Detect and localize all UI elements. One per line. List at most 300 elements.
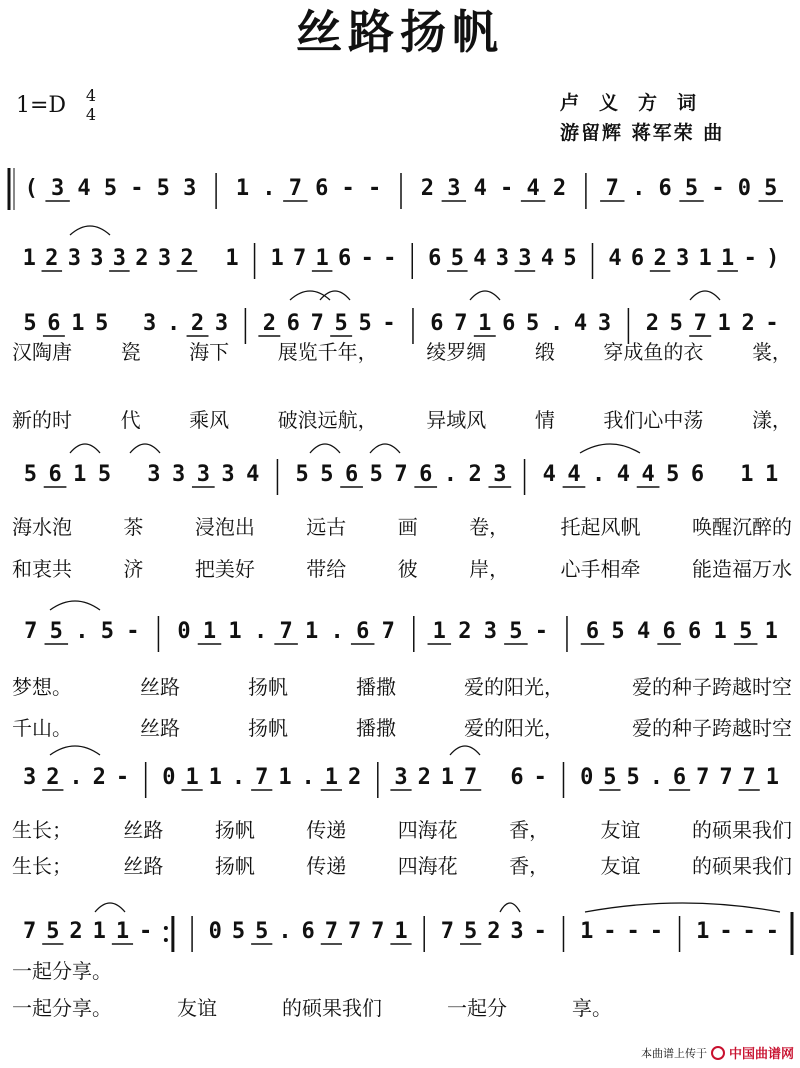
score-glyph: 6	[658, 176, 672, 201]
lyric-word: 心手相牵	[560, 556, 641, 581]
score-glyph: .	[649, 765, 663, 790]
score-line	[23, 243, 780, 279]
score-glyph: -	[534, 619, 549, 644]
score-glyph: 3	[483, 619, 497, 644]
lyrics-line-8	[12, 848, 792, 880]
score-glyph: 2	[487, 919, 501, 944]
lyric-word: 乘风	[189, 407, 230, 432]
score-glyph: 5	[666, 462, 680, 487]
lyric-word: 香，	[509, 817, 550, 842]
lyric-word: 扬帆	[214, 817, 255, 842]
score-glyph: 7	[310, 311, 324, 336]
lyric-word: 瓷	[120, 339, 141, 364]
score-glyph: .	[262, 176, 276, 201]
slur	[320, 291, 350, 300]
score-glyph: -	[743, 246, 757, 271]
score-glyph: 5	[103, 176, 118, 201]
score-glyph: 6	[502, 311, 516, 336]
uploaded-text: 本曲谱上传于	[640, 1046, 707, 1060]
score-glyph: 4	[573, 311, 588, 336]
slur	[500, 903, 520, 912]
score-glyph: 4	[540, 246, 555, 271]
score-glyph: 1	[71, 311, 85, 336]
lyric-word: 新的时	[12, 407, 72, 432]
score-glyph: 7	[288, 176, 302, 201]
score-glyph: .	[632, 176, 646, 201]
score-glyph: 1	[305, 619, 319, 644]
slur	[70, 226, 110, 235]
site-name: 中国曲谱网	[728, 1047, 794, 1062]
score-glyph: .	[253, 619, 268, 644]
lyric-word: 爱的种子跨越时空	[632, 715, 792, 740]
score-glyph: 4	[473, 246, 487, 271]
lyrics-line-5	[12, 669, 792, 701]
score-glyph: 7	[371, 919, 385, 944]
slur	[585, 903, 780, 912]
score-glyph: 4	[641, 462, 655, 487]
score-glyph: 6	[47, 311, 61, 336]
score-glyph: 1	[73, 462, 87, 487]
score-glyph: -	[126, 619, 140, 644]
score-glyph: -	[711, 176, 725, 201]
score-glyph: 1	[270, 246, 284, 271]
score-glyph: 3	[67, 246, 81, 271]
score-glyph: 7	[255, 765, 269, 790]
lyric-word: 播撒	[356, 674, 396, 699]
score-glyph: 7	[464, 765, 478, 790]
score-glyph: .	[592, 462, 606, 487]
score-glyph: -	[603, 919, 617, 944]
lyric-word: 的硕果我们	[691, 817, 792, 842]
score-glyph: 7	[693, 311, 707, 336]
score-glyph: 7	[324, 919, 338, 944]
score-glyph: 7	[719, 765, 733, 790]
score-glyph: 5	[97, 462, 112, 487]
slur	[95, 903, 125, 912]
score-glyph: 5	[46, 919, 60, 944]
score-glyph: 2	[46, 765, 60, 790]
score-line	[24, 616, 778, 652]
lyric-word: 缎	[534, 339, 555, 364]
score-glyph: 7	[24, 619, 38, 644]
score-glyph: -	[115, 765, 130, 790]
score-glyph: 3	[171, 462, 186, 487]
score-glyph: 1	[22, 246, 36, 271]
lyric-word: 享。	[572, 995, 612, 1020]
score-glyph: 6	[356, 619, 370, 644]
score-glyph: 7	[279, 619, 293, 644]
score-glyph: 5	[739, 619, 753, 644]
score-glyph: 6	[672, 765, 687, 790]
lyric-word: 穿成鱼的衣	[603, 339, 704, 364]
lyric-word: 友谊	[600, 853, 641, 878]
slur	[70, 444, 100, 453]
lyric-word: 友谊	[600, 817, 641, 842]
score-glyph: 6	[344, 462, 359, 487]
score-glyph: 6	[301, 919, 315, 944]
score-glyph: -	[649, 919, 663, 944]
lyric-word: 带给	[306, 556, 347, 581]
score-glyph: 7	[742, 765, 756, 790]
lyric-word: 一起分享。	[12, 995, 112, 1020]
score-glyph: (	[24, 176, 38, 201]
score-glyph: 6	[419, 462, 433, 487]
lyric-word: 远古	[306, 514, 347, 539]
score-glyph: 1	[765, 765, 780, 790]
score-glyph: 1	[698, 246, 712, 271]
lyric-word: 丝路	[140, 674, 180, 699]
score-glyph: 4	[77, 176, 91, 201]
score-glyph: 1	[713, 619, 727, 644]
lyric-word: 异域风	[426, 407, 487, 432]
lyric-word: 破浪远航，	[277, 407, 378, 432]
lyric-word: 丝路	[123, 853, 164, 878]
lyric-word: 展览千年，	[277, 339, 378, 364]
score-glyph: 6	[338, 246, 352, 271]
score-glyph: 0	[162, 765, 176, 790]
lyric-word: 漾，	[751, 407, 792, 432]
lyric-word: 浸泡出	[194, 514, 255, 539]
lyrics-line-7	[12, 812, 792, 844]
score-glyph: 7	[22, 919, 37, 944]
score-glyph: 1	[202, 619, 217, 644]
lyric-word: 生长；	[12, 817, 72, 842]
score-glyph: 6	[428, 246, 442, 271]
score-glyph: .	[231, 765, 246, 790]
score-glyph: 0	[580, 765, 594, 790]
lyric-word: 海水泡	[12, 514, 72, 539]
slur	[580, 444, 640, 453]
score-glyph: -	[719, 919, 733, 944]
score-glyph: 5	[611, 619, 625, 644]
repeat-dot	[164, 938, 168, 942]
score-glyph: 1	[324, 765, 338, 790]
score-glyph: 7	[440, 919, 455, 944]
score-glyph: 6	[585, 619, 600, 644]
lyric-word: 一起分	[447, 995, 507, 1020]
score-glyph: 2	[552, 176, 567, 201]
slur	[310, 444, 340, 453]
score-glyph: 5	[231, 919, 246, 944]
lyric-word: 扬帆	[248, 674, 288, 699]
lyric-word: 爱的阳光，	[464, 674, 564, 699]
score-glyph: 5	[464, 919, 478, 944]
slur	[50, 601, 100, 610]
lyric-word: 情	[534, 407, 555, 432]
lyric-word: 把美好	[194, 556, 255, 581]
score-line	[24, 459, 779, 495]
song-title: 丝路扬帆	[296, 5, 504, 59]
score-glyph: 6	[510, 765, 524, 790]
score-glyph: -	[382, 311, 396, 336]
score-glyph: 4	[608, 246, 622, 271]
score-glyph: 3	[214, 311, 229, 336]
score-glyph: 1	[235, 176, 250, 201]
score-glyph: 5	[320, 462, 334, 487]
score-glyph: 3	[221, 462, 235, 487]
score-glyph: 1	[696, 919, 710, 944]
lyric-word: 能造福万水	[691, 556, 792, 581]
score-glyph: 5	[295, 462, 309, 487]
score-glyph: 3	[510, 919, 524, 944]
score-glyph: 2	[180, 246, 194, 271]
score-glyph: 3	[493, 462, 507, 487]
composer-credit: 游留辉 蒋军荣 曲	[560, 122, 725, 144]
slur	[690, 291, 720, 300]
score-glyph: 3	[22, 765, 37, 790]
score-glyph: 6	[48, 462, 62, 487]
score-glyph: 1	[115, 919, 130, 944]
score-glyph: .	[69, 765, 83, 790]
score-glyph: 3	[112, 246, 127, 271]
score-glyph: 6	[690, 462, 705, 487]
lyric-word: 绫罗绸	[426, 339, 487, 364]
lyric-word: 岸，	[469, 556, 510, 581]
time-signature-bottom: 4	[85, 105, 97, 124]
score-glyph: 0	[737, 176, 752, 201]
lyric-word: 四海花	[397, 817, 458, 842]
score-line	[23, 916, 779, 952]
score-glyph: 5	[669, 311, 683, 336]
repeat-dot	[164, 926, 168, 930]
lyrics-line-10	[12, 990, 612, 1022]
score-glyph: 5	[334, 311, 348, 336]
score-glyph: 4	[636, 619, 651, 644]
score-glyph: -	[533, 765, 547, 790]
lyricist-credit: 卢义方词	[560, 92, 717, 114]
key-signature: 1=D	[16, 93, 67, 118]
lyric-word: 的硕果我们	[282, 995, 382, 1020]
score-glyph: 1	[721, 246, 735, 271]
score-glyph: 1	[580, 919, 594, 944]
score-glyph: 7	[605, 176, 619, 201]
score-glyph: .	[301, 765, 315, 790]
score-glyph: 1	[740, 462, 754, 487]
score-glyph: 5	[526, 311, 540, 336]
lyrics-line-6	[12, 710, 792, 742]
lyric-word: 扬帆	[248, 715, 288, 740]
lyric-word: 生长；	[12, 853, 72, 878]
score-glyph: 1	[225, 246, 239, 271]
score-glyph: 5	[23, 462, 37, 487]
score-glyph: 3	[447, 176, 461, 201]
score-glyph: 2	[262, 311, 276, 336]
score-glyph: 5	[255, 919, 269, 944]
score-glyph: 5	[509, 619, 523, 644]
score-glyph: 1	[315, 246, 329, 271]
score-glyph: 5	[156, 176, 170, 201]
time-signature-top: 4	[85, 86, 97, 105]
footer-watermark	[641, 1043, 794, 1062]
score-glyph: 5	[626, 765, 640, 790]
score-glyph: 0	[177, 619, 191, 644]
score-glyph: 1	[432, 619, 446, 644]
score-glyph: 3	[675, 246, 690, 271]
score-glyph: 6	[630, 246, 645, 271]
score-glyph: -	[360, 246, 374, 271]
lyric-word: 丝路	[140, 715, 180, 740]
lyric-word: 唤醒沉醉的	[691, 514, 792, 539]
score-glyph: -	[765, 311, 779, 336]
slur	[450, 746, 480, 755]
score-glyph: 3	[196, 462, 210, 487]
score-line	[25, 173, 783, 209]
score-glyph: 4	[616, 462, 631, 487]
lyrics-line-1	[12, 334, 792, 366]
score-glyph: .	[278, 919, 292, 944]
lyric-word: 汉陶唐	[12, 339, 72, 364]
score-glyph: .	[330, 619, 344, 644]
lyric-word: 四海花	[397, 853, 458, 878]
lyric-word: 梦想。	[12, 674, 72, 699]
lyrics-line-4	[12, 551, 792, 583]
score-glyph: 5	[450, 246, 464, 271]
score-glyph: 4	[542, 462, 556, 487]
score-glyph: -	[130, 176, 144, 201]
score-glyph: .	[549, 311, 564, 336]
score-glyph: 0	[208, 919, 222, 944]
score-glyph: 3	[143, 311, 157, 336]
score-glyph: 5	[764, 176, 778, 201]
score-glyph: 2	[458, 619, 472, 644]
lyric-word: 友谊	[177, 995, 217, 1020]
lyric-word: 托起风帆	[560, 514, 641, 539]
score-glyph: 2	[741, 311, 755, 336]
score-glyph: 1	[278, 765, 292, 790]
score-glyph: 1	[717, 311, 731, 336]
score-glyph: 3	[157, 246, 172, 271]
score-glyph: 6	[286, 311, 300, 336]
score-glyph: -	[500, 176, 514, 201]
score-glyph: 1	[478, 311, 492, 336]
lyric-word: 济	[123, 556, 144, 581]
score-glyph: 6	[662, 619, 676, 644]
lyrics-line-3	[12, 509, 792, 541]
slur	[130, 444, 160, 453]
score-glyph: 4	[473, 176, 487, 201]
lyric-word: 海下	[189, 339, 230, 364]
score-glyph: 2	[92, 765, 106, 790]
lyric-word: 裳，	[751, 339, 792, 364]
score-glyph: 2	[468, 462, 482, 487]
lyric-word: 丝路	[123, 817, 164, 842]
score-glyph: 2	[420, 176, 435, 201]
score-glyph: 3	[183, 176, 197, 201]
score-glyph: 3	[147, 462, 161, 487]
score-glyph: 7	[381, 619, 395, 644]
score-glyph: -	[383, 246, 397, 271]
score-glyph: 5	[95, 311, 109, 336]
score-glyph: 5	[49, 619, 63, 644]
score-glyph: 2	[347, 765, 362, 790]
lyric-word: 传递	[306, 817, 347, 842]
score-glyph: 5	[358, 311, 372, 336]
score-glyph: 7	[292, 246, 307, 271]
score-glyph: 1	[185, 765, 199, 790]
score-glyph: 7	[394, 462, 408, 487]
lyric-word: 的硕果我们	[691, 853, 792, 878]
score-glyph: 3	[50, 176, 65, 201]
site-logo-icon	[711, 1046, 725, 1060]
lyric-word: 播撒	[356, 715, 396, 740]
score-glyph: -	[626, 919, 640, 944]
score-glyph: 3	[518, 246, 532, 271]
score-glyph: 2	[135, 246, 149, 271]
score-glyph: 3	[597, 311, 612, 336]
score-glyph: 3	[90, 246, 104, 271]
score-glyph: .	[443, 462, 458, 487]
lyric-word: 爱的阳光，	[464, 715, 564, 740]
score-glyph: 4	[246, 462, 260, 487]
score-glyph: 1	[92, 919, 106, 944]
lyric-word: 茶	[123, 514, 144, 539]
lyrics-line-2	[12, 402, 792, 434]
score-glyph: 6	[688, 619, 702, 644]
score-glyph: -	[367, 176, 382, 201]
score-glyph: 5	[563, 246, 577, 271]
slur	[470, 291, 500, 300]
score-glyph: -	[341, 176, 355, 201]
score-glyph: 5	[684, 176, 699, 201]
score-glyph: .	[75, 619, 89, 644]
score-glyph: 1	[440, 765, 455, 790]
score-glyph: 2	[45, 246, 59, 271]
score-glyph: 1	[208, 765, 222, 790]
score-glyph: 1	[394, 919, 408, 944]
lyrics-line-9	[12, 953, 792, 985]
slur	[50, 746, 100, 755]
score-glyph: -	[742, 919, 756, 944]
lyric-word: 画	[397, 514, 418, 539]
lyric-word: 一起分享。	[12, 958, 112, 983]
score-glyph: 1	[228, 619, 242, 644]
score-glyph: -	[533, 919, 547, 944]
lyric-word: 扬帆	[214, 853, 255, 878]
score-glyph: 7	[454, 311, 468, 336]
lyric-word: 彼	[397, 556, 418, 581]
lyric-word: 我们心中荡	[603, 407, 704, 432]
score-glyph: 3	[394, 765, 408, 790]
lyric-word: 千山。	[12, 715, 72, 740]
score-glyph: 5	[369, 462, 383, 487]
lyric-word: 卷，	[469, 514, 510, 539]
score-glyph: 5	[603, 765, 617, 790]
lyric-word: 传递	[306, 853, 347, 878]
score-glyph: 4	[526, 176, 540, 201]
score-glyph: -	[139, 919, 153, 944]
score-glyph: )	[766, 246, 780, 271]
score-glyph: -	[765, 919, 780, 944]
lyric-word: 和衷共	[12, 556, 72, 581]
score-glyph: 7	[696, 765, 710, 790]
score-glyph: 7	[347, 919, 362, 944]
slur	[370, 444, 400, 453]
score-glyph: 1	[764, 619, 778, 644]
score-glyph: 2	[69, 919, 83, 944]
score-glyph: .	[166, 311, 181, 336]
score-glyph: 2	[417, 765, 431, 790]
score-glyph: 6	[315, 176, 329, 201]
lyric-word: 香，	[509, 853, 550, 878]
score-glyph: 2	[653, 246, 667, 271]
score-glyph: 2	[190, 311, 205, 336]
score-glyph: 3	[495, 246, 510, 271]
score-glyph: 5	[100, 619, 114, 644]
score-line	[23, 762, 779, 798]
score-glyph: 6	[430, 311, 444, 336]
score-glyph: 5	[23, 311, 37, 336]
lyric-word: 爱的种子跨越时空	[632, 674, 792, 699]
